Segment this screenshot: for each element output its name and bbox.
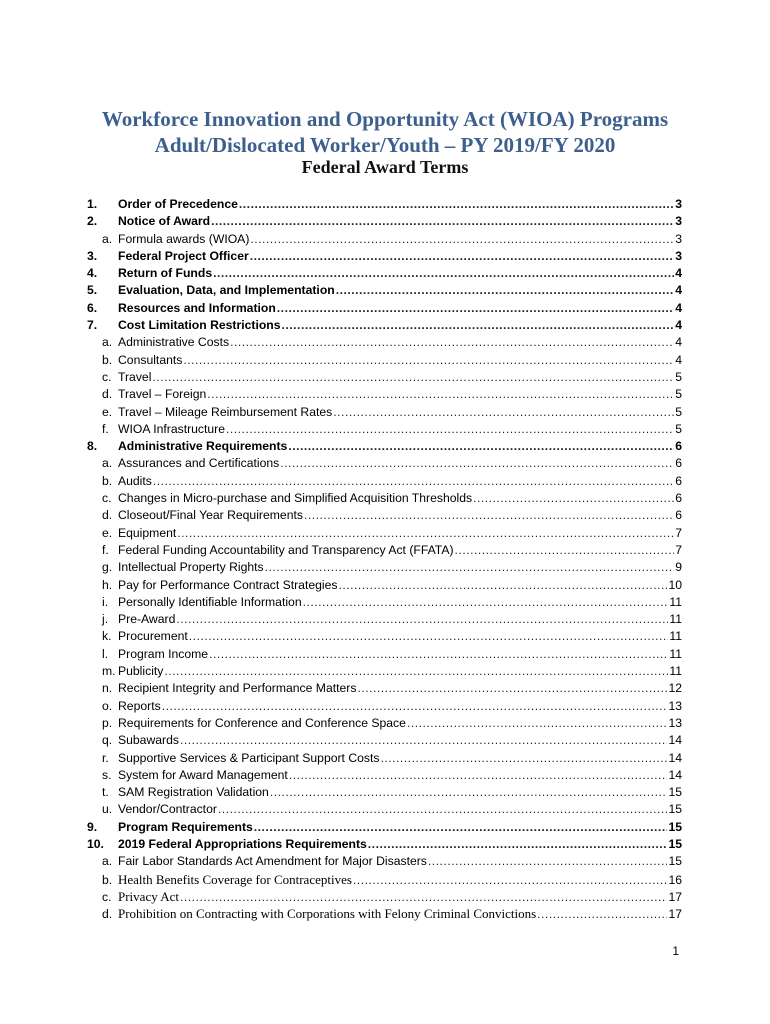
toc-entry-marker: 4. bbox=[87, 266, 98, 281]
toc-entry-marker: 7. bbox=[87, 318, 98, 333]
toc-dot-leader bbox=[289, 767, 668, 784]
toc-entry-label: Federal Funding Accountability and Transparency Act (FFATA) bbox=[118, 542, 454, 557]
toc-subsection-entry[interactable] bbox=[87, 680, 682, 697]
toc-entry-page-number: 6 bbox=[675, 473, 682, 488]
toc-entry-label: Health Benefits Coverage for Contraceptives bbox=[118, 871, 352, 887]
toc-entry-marker: a. bbox=[102, 231, 113, 246]
toc-entry-marker: u. bbox=[102, 802, 113, 817]
toc-subsection-entry[interactable] bbox=[87, 871, 682, 888]
toc-entry-marker: k. bbox=[102, 629, 112, 644]
toc-dot-leader bbox=[473, 490, 674, 507]
toc-entry-page-number: 11 bbox=[669, 646, 682, 661]
toc-subsection-entry[interactable] bbox=[87, 507, 682, 524]
toc-dot-leader bbox=[218, 801, 668, 818]
toc-dot-leader bbox=[250, 231, 674, 248]
toc-subsection-entry[interactable] bbox=[87, 421, 682, 438]
toc-entry-page-number: 13 bbox=[668, 715, 682, 730]
toc-entry-marker: d. bbox=[102, 907, 113, 922]
toc-entry-page-number: 4 bbox=[675, 335, 682, 350]
toc-subsection-entry[interactable] bbox=[87, 853, 682, 870]
toc-entry-label: Subawards bbox=[118, 733, 179, 748]
toc-section-entry[interactable] bbox=[87, 438, 682, 455]
toc-subsection-entry[interactable] bbox=[87, 888, 682, 905]
toc-dot-leader bbox=[333, 404, 674, 421]
toc-entry-label: Federal Project Officer bbox=[118, 248, 249, 263]
toc-entry-marker: 2. bbox=[87, 214, 98, 229]
toc-entry-page-number: 17 bbox=[668, 907, 682, 922]
toc-dot-leader bbox=[353, 872, 668, 888]
toc-entry-page-number: 11 bbox=[669, 594, 682, 609]
toc-entry-marker: g. bbox=[102, 560, 113, 575]
toc-entry-marker: a. bbox=[102, 456, 113, 471]
toc-section-entry[interactable] bbox=[87, 836, 682, 853]
toc-entry-marker: a. bbox=[102, 335, 113, 350]
toc-subsection-entry[interactable] bbox=[87, 628, 682, 645]
toc-subsection-entry[interactable] bbox=[87, 732, 682, 749]
toc-entry-page-number: 4 bbox=[675, 318, 682, 333]
toc-entry-label: Evaluation, Data, and Implementation bbox=[118, 283, 335, 298]
toc-entry-marker: e. bbox=[102, 404, 113, 419]
toc-entry-label: Personally Identifiable Information bbox=[118, 594, 302, 609]
toc-subsection-entry[interactable] bbox=[87, 559, 682, 576]
toc-dot-leader bbox=[183, 352, 674, 369]
toc-subsection-entry[interactable] bbox=[87, 594, 682, 611]
toc-entry-marker: 6. bbox=[87, 300, 98, 315]
toc-entry-page-number: 3 bbox=[675, 197, 682, 211]
toc-entry-label: Pre-Award bbox=[118, 612, 176, 627]
toc-entry-marker: d. bbox=[102, 387, 113, 402]
toc-entry-label: Audits bbox=[118, 473, 152, 488]
toc-subsection-entry[interactable] bbox=[87, 784, 682, 801]
toc-entry-page-number: 4 bbox=[675, 352, 682, 367]
toc-entry-page-number: 5 bbox=[675, 421, 682, 436]
toc-dot-leader bbox=[338, 577, 667, 594]
toc-entry-marker: b. bbox=[102, 872, 113, 887]
toc-entry-label: Assurances and Certifications bbox=[118, 456, 280, 471]
toc-entry-page-number: 5 bbox=[675, 404, 682, 419]
toc-dot-leader bbox=[455, 542, 675, 559]
toc-entry-marker: a. bbox=[102, 854, 113, 869]
toc-dot-leader bbox=[213, 265, 674, 282]
toc-entry-page-number: 17 bbox=[668, 889, 682, 904]
toc-entry-marker: 5. bbox=[87, 283, 98, 298]
toc-entry-label: Supportive Services & Participant Support Costs bbox=[118, 750, 380, 765]
toc-entry-marker: 10. bbox=[87, 836, 104, 851]
toc-entry-label: Travel – Mileage Reimbursement Rates bbox=[118, 404, 333, 419]
toc-subsection-entry[interactable] bbox=[87, 386, 682, 403]
toc-entry-page-number: 9 bbox=[675, 560, 682, 575]
toc-entry-label: 2019 Federal Appropriations Requirements bbox=[118, 836, 367, 851]
toc-entry-page-number: 13 bbox=[668, 698, 682, 713]
toc-dot-leader bbox=[428, 853, 668, 870]
toc-entry-marker: 3. bbox=[87, 248, 98, 263]
toc-entry-label: Program Income bbox=[118, 646, 209, 661]
toc-subsection-entry[interactable] bbox=[87, 750, 682, 767]
toc-dot-leader bbox=[209, 646, 668, 663]
toc-entry-label: WIOA Infrastructure bbox=[118, 421, 226, 436]
toc-dot-leader bbox=[368, 836, 668, 853]
toc-entry-marker: b. bbox=[102, 352, 113, 367]
toc-entry-label: Formula awards (WIOA) bbox=[118, 231, 250, 246]
toc-subsection-entry[interactable] bbox=[87, 905, 682, 922]
toc-entry-label: Prohibition on Contracting with Corporations with Felony Criminal Convictions bbox=[118, 906, 537, 922]
toc-entry-marker: e. bbox=[102, 525, 113, 540]
toc-subsection-entry[interactable] bbox=[87, 404, 682, 421]
toc-dot-leader bbox=[537, 906, 667, 922]
toc-entry-marker: s. bbox=[102, 767, 112, 782]
toc-dot-leader bbox=[407, 715, 668, 732]
toc-subsection-entry[interactable] bbox=[87, 542, 682, 559]
toc-dot-leader bbox=[153, 473, 674, 490]
toc-entry-page-number: 4 bbox=[675, 300, 682, 315]
toc-entry-marker: j. bbox=[102, 612, 109, 627]
toc-dot-leader bbox=[226, 421, 674, 438]
toc-section-entry[interactable] bbox=[87, 196, 682, 213]
toc-dot-leader bbox=[304, 507, 674, 524]
toc-dot-leader bbox=[239, 196, 674, 213]
toc-dot-leader bbox=[254, 819, 668, 836]
toc-subsection-entry[interactable] bbox=[87, 334, 682, 351]
toc-dot-leader bbox=[265, 559, 675, 576]
toc-dot-leader bbox=[280, 455, 674, 472]
toc-entry-marker: p. bbox=[102, 715, 113, 730]
toc-entry-marker: c. bbox=[102, 369, 112, 384]
toc-dot-leader bbox=[270, 784, 668, 801]
toc-entry-page-number: 14 bbox=[668, 767, 682, 782]
toc-entry-marker: d. bbox=[102, 508, 113, 523]
toc-entry-page-number: 11 bbox=[669, 612, 682, 627]
toc-entry-page-number: 14 bbox=[668, 750, 682, 765]
toc-dot-leader bbox=[282, 317, 675, 334]
toc-entry-marker: 8. bbox=[87, 439, 98, 454]
toc-entry-page-number: 3 bbox=[675, 248, 682, 263]
toc-entry-marker: n. bbox=[102, 681, 113, 696]
toc-entry-page-number: 5 bbox=[675, 369, 682, 384]
toc-entry-page-number: 15 bbox=[668, 785, 682, 800]
toc-entry-page-number: 6 bbox=[675, 508, 682, 523]
toc-section-entry[interactable] bbox=[87, 265, 682, 282]
toc-entry-page-number: 14 bbox=[668, 733, 682, 748]
toc-section-entry[interactable] bbox=[87, 282, 682, 299]
toc-entry-page-number: 4 bbox=[675, 266, 682, 281]
toc-entry-marker: i. bbox=[102, 594, 109, 609]
toc-subsection-entry[interactable] bbox=[87, 646, 682, 663]
toc-subsection-entry[interactable] bbox=[87, 767, 682, 784]
toc-subsection-entry[interactable] bbox=[87, 577, 682, 594]
document-subtitle: Federal Award Terms bbox=[301, 157, 469, 177]
toc-entry-marker: f. bbox=[102, 421, 109, 436]
page-number: 1 bbox=[672, 944, 679, 958]
toc-dot-leader bbox=[250, 248, 674, 265]
toc-entry-label: Fair Labor Standards Act Amendment for Major Disasters bbox=[118, 854, 427, 869]
toc-entry-page-number: 15 bbox=[668, 854, 682, 869]
toc-entry-label: Vendor/Contractor bbox=[118, 802, 217, 817]
toc-entry-label: Publicity bbox=[118, 664, 164, 679]
toc-entry-page-number: 6 bbox=[675, 491, 682, 506]
toc-dot-leader bbox=[336, 282, 675, 299]
toc-dot-leader bbox=[180, 732, 667, 749]
toc-entry-label: Order of Precedence bbox=[118, 197, 238, 211]
toc-entry-marker: b. bbox=[102, 473, 113, 488]
toc-entry-label: Equipment bbox=[118, 525, 177, 540]
toc-entry-marker: c. bbox=[102, 889, 112, 904]
toc-entry-label: System for Award Management bbox=[118, 767, 288, 782]
toc-dot-leader bbox=[230, 334, 674, 351]
toc-entry-page-number: 6 bbox=[675, 439, 682, 454]
toc-subsection-entry[interactable] bbox=[87, 525, 682, 542]
toc-entry-marker: 1. bbox=[87, 197, 98, 211]
toc-entry-label: Return of Funds bbox=[118, 266, 213, 281]
toc-entry-marker: m. bbox=[102, 664, 116, 679]
toc-entry-label: Program Requirements bbox=[118, 819, 253, 834]
toc-entry-page-number: 7 bbox=[675, 525, 682, 540]
toc-section-entry[interactable] bbox=[87, 819, 682, 836]
toc-subsection-entry[interactable] bbox=[87, 663, 682, 680]
toc-section-entry[interactable] bbox=[87, 213, 682, 230]
toc-entry-marker: 9. bbox=[87, 819, 98, 834]
toc-entry-page-number: 15 bbox=[668, 819, 682, 834]
toc-section-entry[interactable] bbox=[87, 317, 682, 334]
table-of-contents bbox=[87, 196, 682, 922]
toc-dot-leader bbox=[162, 698, 668, 715]
toc-dot-leader bbox=[211, 213, 674, 230]
toc-entry-label: Requirements for Conference and Conference Space bbox=[118, 715, 406, 730]
toc-entry-marker: r. bbox=[102, 750, 109, 765]
toc-entry-page-number: 16 bbox=[668, 872, 682, 887]
toc-subsection-entry[interactable] bbox=[87, 352, 682, 369]
toc-dot-leader bbox=[177, 525, 674, 542]
toc-subsection-entry[interactable] bbox=[87, 715, 682, 732]
toc-dot-leader bbox=[380, 750, 667, 767]
toc-dot-leader bbox=[180, 889, 667, 905]
document-title-line-1: Workforce Innovation and Opportunity Act (WIOA) Programs bbox=[101, 107, 669, 131]
toc-entry-page-number: 15 bbox=[668, 802, 682, 817]
toc-subsection-entry[interactable] bbox=[87, 455, 682, 472]
toc-entry-page-number: 3 bbox=[675, 214, 682, 229]
toc-entry-marker: l. bbox=[102, 646, 109, 661]
toc-entry-marker: t. bbox=[102, 785, 109, 800]
toc-entry-label: Consultants bbox=[118, 352, 183, 367]
toc-subsection-entry[interactable] bbox=[87, 231, 682, 248]
toc-entry-label: Resources and Information bbox=[118, 300, 276, 315]
toc-entry-page-number: 11 bbox=[669, 664, 682, 679]
toc-entry-label: Pay for Performance Contract Strategies bbox=[118, 577, 338, 592]
toc-entry-label: Intellectual Property Rights bbox=[118, 560, 264, 575]
toc-entry-label: Reports bbox=[118, 698, 161, 713]
toc-entry-page-number: 12 bbox=[668, 681, 682, 696]
toc-entry-page-number: 3 bbox=[675, 231, 682, 246]
toc-section-entry[interactable] bbox=[87, 248, 682, 265]
toc-entry-label: Privacy Act bbox=[118, 888, 180, 904]
toc-dot-leader bbox=[303, 594, 669, 611]
toc-dot-leader bbox=[277, 300, 674, 317]
toc-entry-label: Closeout/Final Year Requirements bbox=[118, 508, 303, 523]
toc-entry-marker: f. bbox=[102, 542, 109, 557]
toc-subsection-entry[interactable] bbox=[87, 473, 682, 490]
toc-entry-label: Cost Limitation Restrictions bbox=[118, 318, 281, 333]
toc-dot-leader bbox=[189, 628, 669, 645]
toc-dot-leader bbox=[357, 680, 667, 697]
toc-entry-page-number: 11 bbox=[669, 629, 682, 644]
toc-dot-leader bbox=[288, 438, 674, 455]
toc-subsection-entry[interactable] bbox=[87, 611, 682, 628]
toc-entry-label: SAM Registration Validation bbox=[118, 785, 269, 800]
toc-entry-label: Travel – Foreign bbox=[118, 387, 207, 402]
toc-entry-marker: h. bbox=[102, 577, 113, 592]
toc-subsection-entry[interactable] bbox=[87, 369, 682, 386]
toc-entry-label: Administrative Costs bbox=[118, 335, 230, 350]
toc-entry-page-number: 7 bbox=[675, 542, 682, 557]
toc-entry-label: Procurement bbox=[118, 629, 188, 644]
toc-dot-leader bbox=[176, 611, 668, 628]
toc-entry-marker: o. bbox=[102, 698, 113, 713]
toc-entry-page-number: 6 bbox=[675, 456, 682, 471]
toc-subsection-entry[interactable] bbox=[87, 801, 682, 818]
toc-entry-label: Administrative Requirements bbox=[118, 439, 288, 454]
toc-dot-leader bbox=[207, 386, 674, 403]
toc-subsection-entry[interactable] bbox=[87, 490, 682, 507]
toc-entry-page-number: 4 bbox=[675, 283, 682, 298]
toc-dot-leader bbox=[152, 369, 674, 386]
toc-entry-marker: c. bbox=[102, 491, 112, 506]
toc-entry-label: Notice of Award bbox=[118, 214, 211, 229]
toc-dot-leader bbox=[164, 663, 668, 680]
toc-entry-marker: q. bbox=[102, 733, 113, 748]
toc-entry-label: Recipient Integrity and Performance Matters bbox=[118, 681, 357, 696]
toc-subsection-entry[interactable] bbox=[87, 698, 682, 715]
toc-entry-label: Changes in Micro-purchase and Simplified Acquisition Thresholds bbox=[118, 491, 473, 506]
toc-entry-page-number: 5 bbox=[675, 387, 682, 402]
toc-entry-label: Travel bbox=[118, 369, 152, 384]
toc-section-entry[interactable] bbox=[87, 300, 682, 317]
document-title-line-2: Adult/Dislocated Worker/Youth – PY 2019/FY 2020 bbox=[154, 133, 616, 157]
toc-entry-page-number: 15 bbox=[668, 836, 682, 851]
toc-entry-page-number: 10 bbox=[668, 577, 682, 592]
